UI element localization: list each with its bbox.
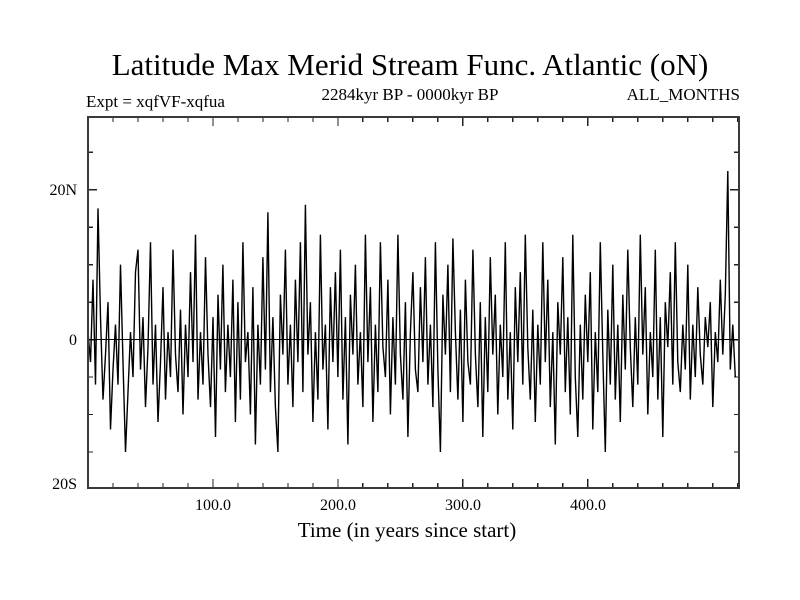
y-tick-label-20s: 20S: [52, 476, 77, 493]
experiment-label: Expt = xqfVF-xqfua: [86, 92, 225, 111]
series-line: [88, 171, 735, 452]
x-axis-label: Time (in years since start): [297, 518, 517, 542]
x-tick-label-200: 200.0: [320, 497, 356, 514]
chart-title: Latitude Max Merid Stream Func. Atlantic (oN): [111, 47, 709, 82]
x-tick-label-300: 300.0: [445, 497, 481, 514]
period-label: 2284kyr BP - 0000kyr BP: [321, 85, 499, 104]
x-tick-label-400: 400.0: [570, 497, 606, 514]
months-label: ALL_MONTHS: [626, 85, 740, 104]
x-tick-label-100: 100.0: [195, 497, 231, 514]
y-tick-label-20n: 20N: [49, 182, 77, 199]
y-tick-label-0: 0: [69, 332, 77, 349]
